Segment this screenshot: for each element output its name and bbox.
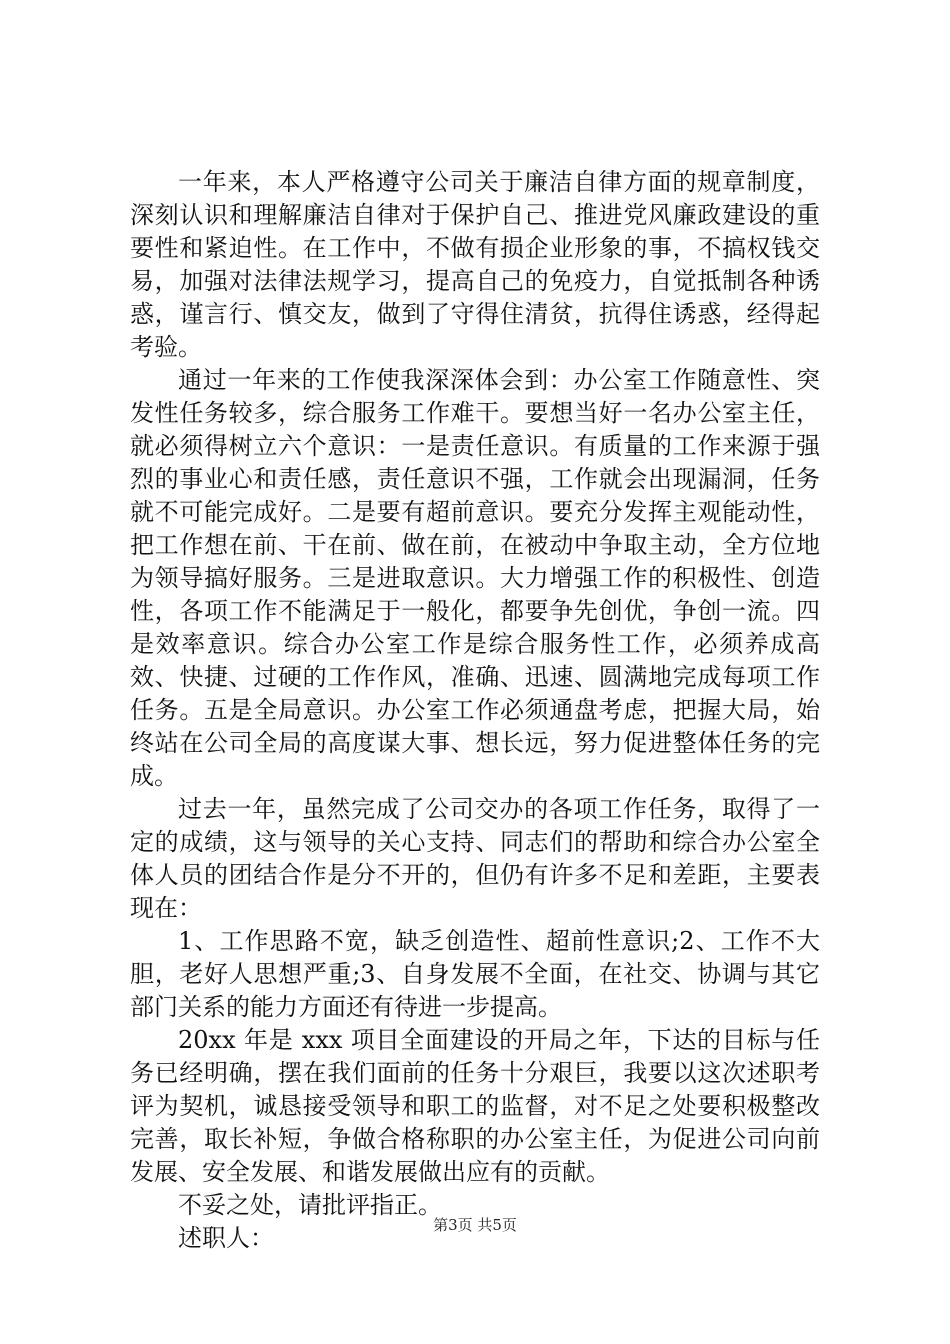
paragraph-outlook: 20xx 年是 xxx 项目全面建设的开局之年，下达的目标与任务已经明确，摆在我们面前的任务十分艰巨，我要以这次述职考评为契机，诚恳接受领导和职工的监督，对不足之处要积极整改完善，取长补短，争做合格称职的办公室主任，为促进公司向前发展、安全发展、和谐发展做出应有的贡献。 [130, 1026, 820, 1186]
paragraph-shortcomings-intro: 过去一年，虽然完成了公司交办的各项工作任务，取得了一定的成绩，这与领导的关心支持、同志们的帮助和综合办公室全体人员的团结合作是分不开的，但仍有许多不足和差距，主要表现在： [130, 795, 820, 922]
paragraph-integrity: 一年来，本人严格遵守公司关于廉洁自律方面的规章制度，深刻认识和理解廉洁自律对于保护自己、推进党风廉政建设的重要性和紧迫性。在工作中，不做有损企业形象的事，不搞权钱交易，加强对法律法规学习，提高自己的免疫力，自觉抵制各种诱惑，谨言行、慎交友，做到了守得住清贫，抗得住诱惑，经得起考验。 [130, 168, 820, 361]
page-footer: 第3页 共5页 [433, 1216, 517, 1234]
paragraph-signature: 述职人： [178, 1224, 274, 1252]
paragraph-experience: 通过一年来的工作使我深深体会到：办公室工作随意性、突发性任务较多，综合服务工作难干。要想当好一名办公室主任，就必须得树立六个意识：一是责任意识。有质量的工作来源于强烈的事业心和责任感，责任意识不强，工作就会出现漏洞，任务就不可能完成好。二是要有超前意识。要充分发挥主观能动性，把工作想在前、干在前、做在前，在被动中争取主动，全方位地为领导搞好服务。三是进取意识。大力增强工作的积极性、创造性，各项工作不能满足于一般化，都要争先创优，争创一流。四是效率意识。综合办公室工作是综合服务性工作，必须养成高效、快捷、过硬的工作作风，准确、迅速、圆满地完成每项工作任务。五是全局意识。办公室工作必须通盘考虑，把握大局，始终站在公司全局的高度谋大事、想长远，努力促进整体任务的完成。 [130, 366, 820, 790]
document-body [130, 166, 820, 1255]
paragraph-closing: 不妥之处，请批评指正。 [178, 1191, 442, 1219]
paragraph-shortcomings-list: 1、工作思路不宽，缺乏创造性、超前性意识;2、工作不大胆，老好人思想严重;3、自身发展不全面，在社交、协调与其它部门关系的能力方面还有待进一步提高。 [130, 927, 820, 1021]
